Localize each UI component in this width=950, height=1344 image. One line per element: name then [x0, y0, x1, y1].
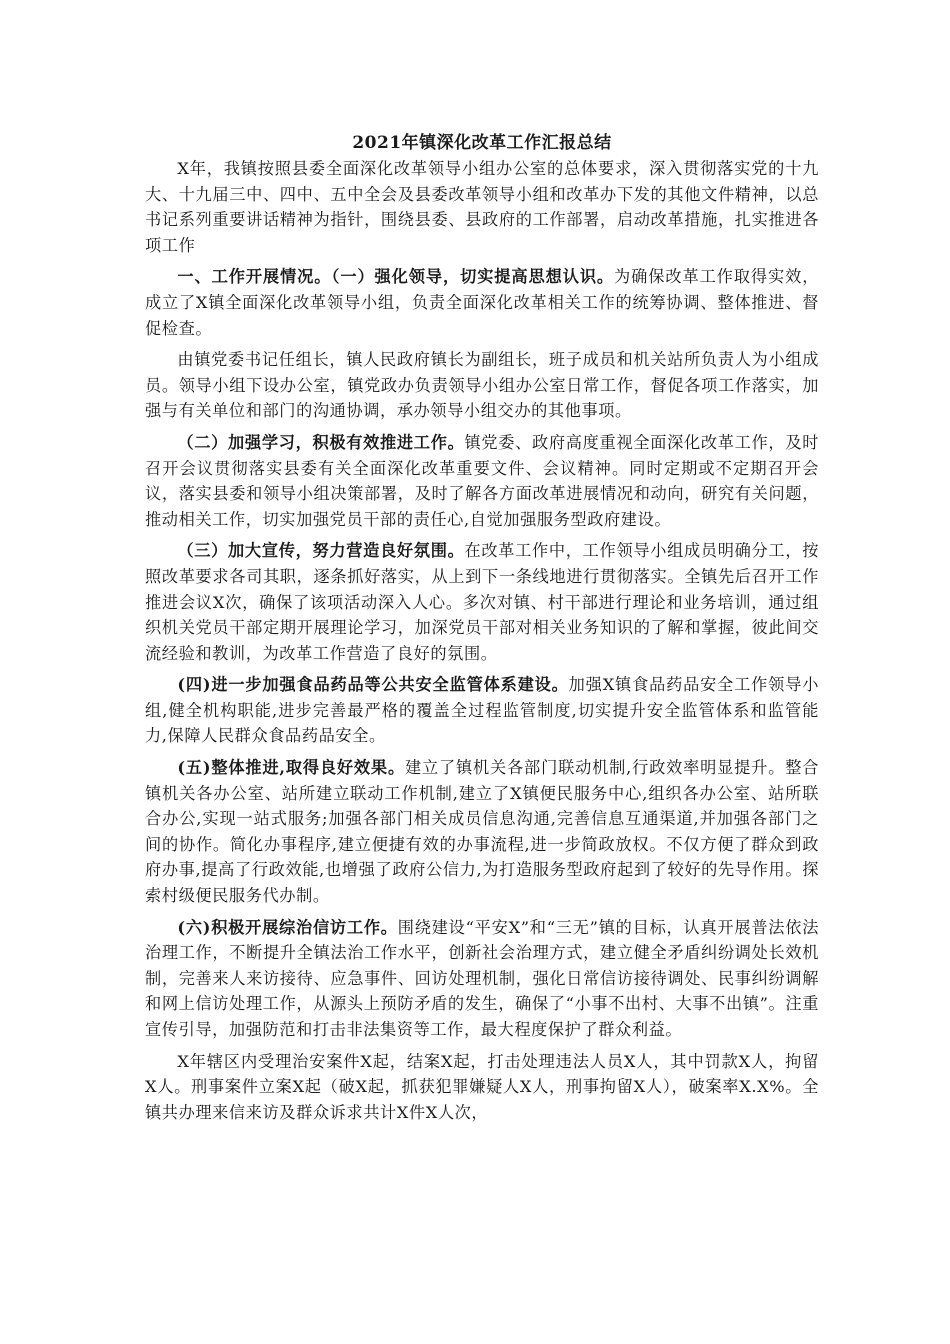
paragraph-text: 在改革工作中，工作领导小组成员明确分工，按照改革要求各司其职，逐条抓好落实，从上到下一条线地进行贯彻落实。全镇先后召开工作推进会议X次，确保了该项活动深入人心。多次对镇、村干部进行理论和业务培训，通过组织机关党员干部定期开展理论学习，加深党员干部对相关业务知识的了解和掌握，彼此间交流经验和教训，为改革工作营造了良好的氛围。: [145, 541, 819, 663]
document-title: 2021年镇深化改革工作汇报总结: [352, 133, 612, 153]
paragraph-section-5: [145, 755, 819, 909]
paragraph-text: X年辖区内受理治安案件X起，结案X起，打击处理违法人员X人，其中罚款X人，拘留X人。刑事案件立案X起（破X起，抓获犯罪嫌疑人X人，刑事拘留X人），破案率X.X%。全镇共办理来信来访及群众诉求共计X件X人次，: [145, 1051, 819, 1122]
paragraph-leadership: [145, 347, 819, 424]
paragraph-text: 由镇党委书记任组长，镇人民政府镇长为副组长，班子成员和机关站所负责人为小组成员。领导小组下设办公室，镇党政办负责领导小组办公室日常工作，督促各项工作落实，加强与有关单位和部门的沟通协调，承办领导小组交办的其他事项。: [145, 350, 819, 421]
paragraph-section-4: [145, 672, 819, 749]
paragraph-section-3: [145, 538, 819, 666]
paragraph-text: 为确保改革工作取得实效，成立了X镇全面深化改革领导小组，负责全面深化改革相关工作的统筹协调、整体推进、督促检查。: [145, 267, 819, 338]
section-heading: (六)积极开展综治信访工作。: [177, 917, 398, 937]
document-body: [145, 130, 819, 1129]
paragraph-text: 围绕建设“平安X”和“三无”镇的目标，认真开展普法依法治理工作，不断提升全镇法治工作水平，创新社会治理方式，建立健全矛盾纠纷调处长效机制，完善来人来访接待、应急事件、回访处理机制，强化日常信访接待调处、民事纠纷调解和网上信访处理工作，从源头上预防矛盾的发生，确保了“小事不出村、大事不出镇”。注重宣传引导，加强防范和打击非法集资等工作，最大程度保护了群众利益。: [145, 917, 820, 1039]
paragraph-text: X年，我镇按照县委全面深化改革领导小组办公室的总体要求，深入贯彻落实党的十九大、十九届三中、四中、五中全会及县委改革领导小组和改革办下发的其他文件精神，以总书记系列重要讲话精神为指针，围绕县委、县政府的工作部署，启动改革措施，扎实推进各项工作: [145, 159, 819, 255]
section-heading: （二）加强学习，积极有效推进工作。: [177, 432, 465, 452]
paragraph-text: 镇党委、政府高度重视全面深化改革工作，及时召开会议贯彻落实县委有关全面深化改革重要文件、会议精神。同时定期或不定期召开会议，落实县委和领导小组决策部署，及时了解各方面改革进展情况和动向，研究有关问题，推动相关工作，切实加强党员干部的责任心,自觉加强服务型政府建设。: [145, 432, 819, 529]
paragraph-text: 加强X镇食品药品安全工作领导小组,健全机构职能,进步完善最严格的覆盖全过程监管制度,切实提升安全监管体系和监管能力,保障人民群众食品药品安全。: [145, 675, 819, 746]
section-heading: (四)进一步加强食品药品等公共安全监管体系建设。: [177, 675, 569, 695]
paragraph-text: 建立了镇机关各部门联动机制,行政效率明显提升。整合镇机关各办公室、站所建立联动工作机制,建立了X镇便民服务中心,组织各办公室、站所联合办公,实现一站式服务;加强各部门相关成员信息沟通,完善信息互通渠道,并加强各部门之间的协作。简化办事程序,建立便捷有效的办事流程,进一步简政放权。不仅方便了群众到政府办事,提高了行政效能,也增强了政府公信力,为打造服务型政府起到了较好的先导作用。探索村级便民服务代办制。: [145, 758, 819, 906]
paragraph-statistics: [145, 1049, 819, 1126]
paragraph-section-2: [145, 430, 819, 532]
section-heading: 一、工作开展情况。（一）强化领导，切实提高思想认识。: [177, 267, 615, 287]
section-heading: (五)整体推进,取得良好效果。: [177, 758, 405, 778]
paragraph-section-6: [145, 915, 819, 1043]
paragraph-section-1: [145, 264, 819, 341]
paragraph-intro: [145, 156, 819, 258]
section-heading: （三）加大宣传，努力营造良好氛围。: [177, 541, 465, 561]
